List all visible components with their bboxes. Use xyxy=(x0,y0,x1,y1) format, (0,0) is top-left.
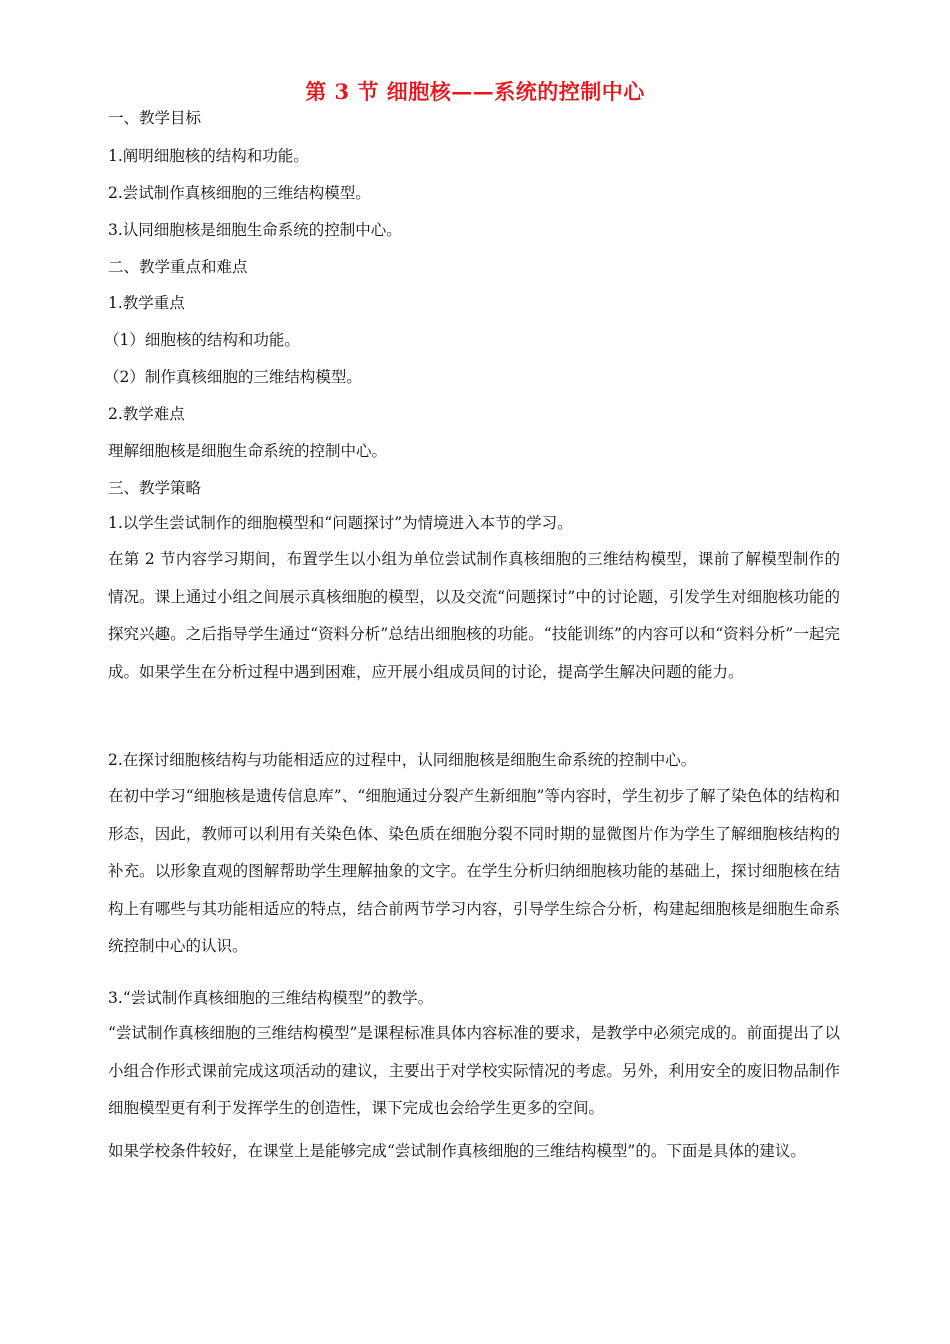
page-title: 第 3 节 细胞核——系统的控制中心 xyxy=(305,79,645,104)
section-heading-key-points: 二、教学重点和难点 xyxy=(108,258,248,276)
key-point-item-2: （2）制作真核细胞的三维结构模型。 xyxy=(104,368,362,386)
section-heading-strategy: 三、教学策略 xyxy=(108,479,202,497)
strategy-paragraph-4: 如果学校条件较好，在课堂上是能够完成“尝试制作真核细胞的三维结构模型”的。下面是具体的建议。 xyxy=(108,1142,806,1160)
strategy-item-1: 1.以学生尝试制作的细胞模型和“问题探讨”为情境进入本节的学习。 xyxy=(108,514,573,532)
difficult-points-subheading: 2.教学难点 xyxy=(108,405,185,423)
strategy-item-2: 2.在探讨细胞核结构与功能相适应的过程中，认同细胞核是细胞生命系统的控制中心。 xyxy=(108,751,697,769)
difficult-point-text: 理解细胞核是细胞生命系统的控制中心。 xyxy=(108,442,388,460)
section-heading-objectives: 一、教学目标 xyxy=(108,109,202,127)
objective-item-3: 3.认同细胞核是细胞生命系统的控制中心。 xyxy=(108,221,402,239)
strategy-paragraph-1: 在第 2 节内容学习期间，布置学生以小组为单位尝试制作真核细胞的三维结构模型，课前了解模型制作的情况。课上通过小组之间展示真核细胞的模型，以及交流“问题探讨”中的讨论题，引发学生对细胞核功能的探究兴趣。之后指导学生通过“资料分析”总结出细胞核的功能。“技能训练”的内容可以和“资料分析”一起完成。如果学生在分析过程中遇到困难，应开展小组成员间的讨论，提高学生解决问题的能力。 xyxy=(108,550,840,681)
objective-item-1: 1.阐明细胞核的结构和功能。 xyxy=(108,147,309,165)
key-points-subheading: 1.教学重点 xyxy=(108,294,185,312)
strategy-item-3: 3.“尝试制作真核细胞的三维结构模型”的教学。 xyxy=(108,989,434,1007)
objective-item-2: 2.尝试制作真核细胞的三维结构模型。 xyxy=(108,184,371,202)
strategy-paragraph-2: 在初中学习“细胞核是遗传信息库”、“细胞通过分裂产生新细胞”等内容时，学生初步了解了染色体的结构和形态，因此，教师可以利用有关染色体、染色质在细胞分裂不同时期的显微图片作为学生了解细胞核结构的补充。以形象直观的图解帮助学生理解抽象的文字。在学生分析归纳细胞核功能的基础上，探讨细胞核在结构上有哪些与其功能相适应的特点，结合前两节学习内容，引导学生综合分析，构建起细胞核是细胞生命系统控制中心的认识。 xyxy=(108,787,840,955)
strategy-paragraph-3: “尝试制作真核细胞的三维结构模型”是课程标准具体内容标准的要求，是教学中必须完成的。前面提出了以小组合作形式课前完成这项活动的建议，主要出于对学校实际情况的考虑。另外，利用安全的废旧物品制作细胞模型更有利于发挥学生的创造性，课下完成也会给学生更多的空间。 xyxy=(108,1024,840,1117)
key-point-item-1: （1）细胞核的结构和功能。 xyxy=(104,331,300,349)
